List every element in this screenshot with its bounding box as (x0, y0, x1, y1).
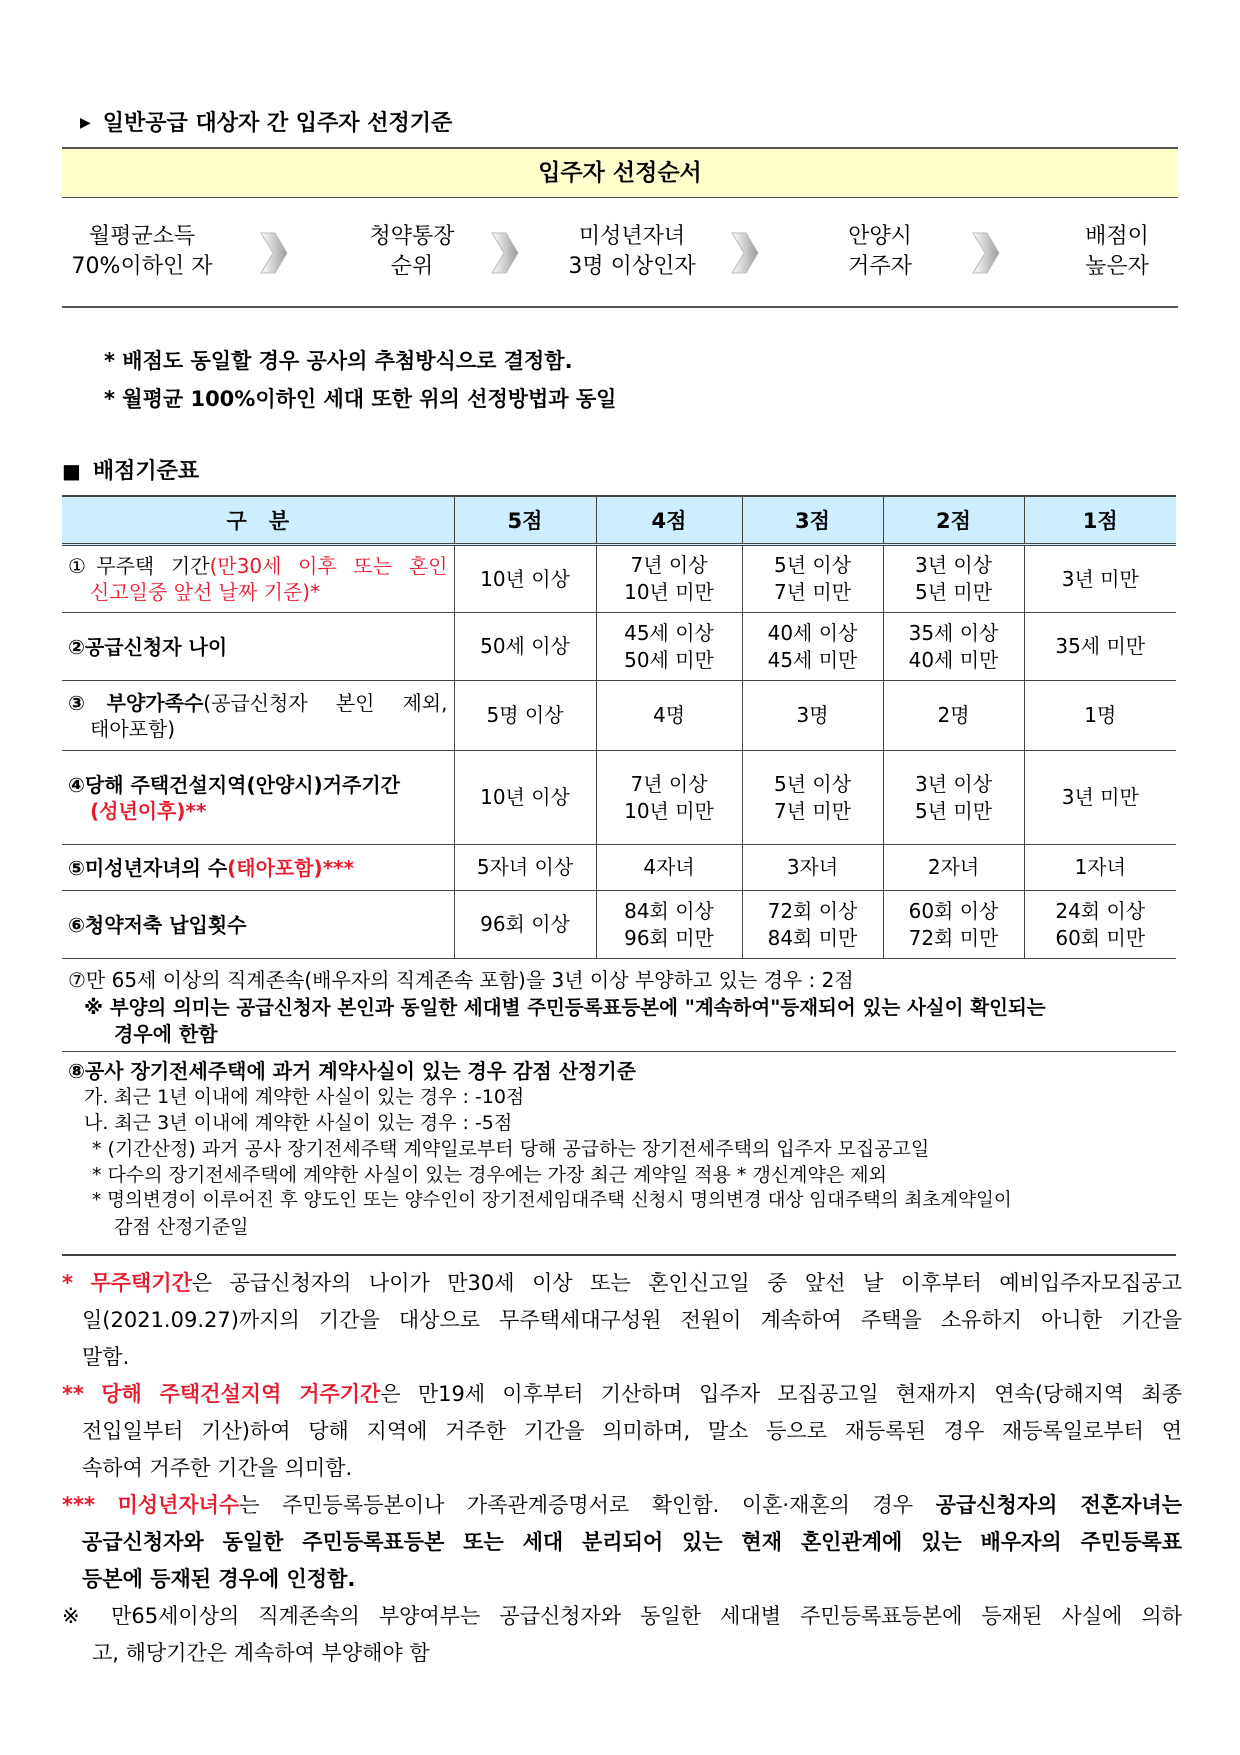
cell: 84회 이상 96회 미만 (596, 891, 742, 959)
cell: 3년 이상 5년 미만 (883, 545, 1024, 613)
cell: 35세 미만 (1024, 613, 1176, 681)
triangle-bullet-icon: ▶ (80, 115, 91, 131)
item8-deduction-criteria (62, 1058, 1176, 1256)
row-label-dependents: ③부양가족수(공급신청자 본인 제외, 태아포함) (62, 681, 454, 751)
cell: 10년 이상 (454, 751, 596, 845)
item8-title: ⑧공사 장기전세주택에 과거 계약사실이 있는 경우 감점 산정기준 (68, 1059, 636, 1083)
section-title-score-table: ■ 배점기준표 (62, 459, 200, 484)
table-header-row (62, 496, 1176, 545)
cell: 3년 이상 5년 미만 (883, 751, 1024, 845)
selection-order-box (62, 147, 1178, 308)
item8-note4: 감점 산정기준일 (114, 1216, 249, 1238)
section-title-selection-criteria: ▶ 일반공급 대상자 간 입주자 선정기준 (80, 111, 453, 136)
item8-note1: * (기간산정) 과거 공사 장기전세주택 계약일로부터 당해 공급하는 장기전세주택의 입주자 모집공고일 (92, 1138, 930, 1160)
header-1pt: 1점 (1024, 496, 1176, 545)
header-4pt: 4점 (596, 496, 742, 545)
cell: 5자녀 이상 (454, 845, 596, 891)
row-label-minor-children: ⑤미성년자녀의 수(태아포함)*** (62, 845, 454, 891)
cell: 50세 이상 (454, 613, 596, 681)
chevron-right-icon (259, 231, 289, 275)
cell: 3자녀 (742, 845, 883, 891)
table-row (62, 845, 1176, 891)
note-income-100: * 월평균 100%이하인 세대 또한 위의 선정방법과 동일 (104, 387, 617, 411)
cell: 72회 이상 84회 미만 (742, 891, 883, 959)
item8-b: 나. 최근 3년 이내에 계약한 사실이 있는 경우 : -5점 (84, 1112, 513, 1134)
note-tie-lottery: * 배점도 동일할 경우 공사의 추첨방식으로 결정함. (104, 349, 573, 373)
header-category: 구 분 (62, 496, 454, 545)
table-row (62, 613, 1176, 681)
square-bullet-icon: ■ (62, 459, 81, 483)
row-label-homeless-period: ①무주택 기간(만30세 이후 또는 혼인 신고일중 앞선 날짜 기준)* (62, 545, 454, 613)
row-label-residence-period: ④당해 주택건설지역(안양시)거주기간 (성년이후)** (62, 751, 454, 845)
cell: 7년 이상 10년 미만 (596, 751, 742, 845)
cell: 45세 이상 50세 미만 (596, 613, 742, 681)
table-row (62, 751, 1176, 845)
order-step-5: 배점이 높은자 (1085, 224, 1149, 279)
cell: 2자녀 (883, 845, 1024, 891)
chevron-right-icon (971, 231, 1001, 275)
item7-main: ⑦만 65세 이상의 직계존속(배우자의 직계존속 포함)을 3년 이상 부양하고 있는 경우 : 2점 (68, 968, 854, 992)
cell: 24회 이상 60회 미만 (1024, 891, 1176, 959)
footnote-residence-period: ** 당해 주택건설지역 거주기간은 만19세 이후부터 기산하며 입주자 모집공고일 현재까지 연속(당해지역 최종 전입일부터 기산)하여 당해 지역에 거주한 기간을 의미하며, 말소 등으로 재등록된 경우 재등록일로부터 연 속하여 거주한 기간을 의미함. (62, 1382, 1182, 1480)
item8-a: 가. 최근 1년 이내에 계약한 사실이 있는 경우 : -10점 (84, 1086, 525, 1108)
item7-elderly-support (62, 967, 1176, 1052)
footnote-elderly-support: ※ 만65세이상의 직계존속의 부양여부는 공급신청자와 동일한 세대별 주민등록표등본에 등재된 사실에 의하 고, 해당기간은 계속하여 부양해야 함 (62, 1604, 1182, 1665)
header-5pt: 5점 (454, 496, 596, 545)
cell: 3명 (742, 681, 883, 751)
cell: 7년 이상 10년 미만 (596, 545, 742, 613)
selection-order-header: 입주자 선정순서 (62, 147, 1178, 198)
order-step-2: 청약통장 순위 (369, 224, 455, 279)
cell: 5년 이상 7년 미만 (742, 751, 883, 845)
cell: 3년 미만 (1024, 751, 1176, 845)
selection-order-steps (62, 198, 1178, 308)
header-2pt: 2점 (883, 496, 1024, 545)
chevron-right-icon (730, 231, 760, 275)
item8-note3: * 명의변경이 이루어진 후 양도인 또는 양수인이 장기전세임대주택 신청시 명의변경 대상 임대주택의 최초계약일이 (92, 1190, 1012, 1211)
cell: 2명 (883, 681, 1024, 751)
cell: 3년 미만 (1024, 545, 1176, 613)
cell: 1명 (1024, 681, 1176, 751)
order-step-1: 월평균소득 70%이하인 자 (71, 224, 213, 279)
header-3pt: 3점 (742, 496, 883, 545)
cell: 10년 이상 (454, 545, 596, 613)
order-step-3: 미성년자녀 3명 이상인자 (568, 224, 696, 279)
item7-note: ※ 부양의 의미는 공급신청자 본인과 동일한 세대별 주민등록표등본에 "계속하여"등재되어 있는 사실이 확인되는 (84, 996, 1046, 1019)
cell: 5년 이상 7년 미만 (742, 545, 883, 613)
chevron-right-icon (490, 231, 520, 275)
item7-note-cont: 경우에 한함 (114, 1022, 218, 1046)
item8-note2: * 다수의 장기전세주택에 계약한 사실이 있는 경우에는 가장 최근 계약일 적용 * 갱신계약은 제외 (92, 1164, 887, 1186)
footnote-minor-children: *** 미성년자녀수는 주민등록등본이나 가족관계증명서로 확인함. 이혼·재혼의 경우 공급신청자의 전혼자녀는 공급신청자와 동일한 주민등록표등본 또는 세대 분리되어 있는 현재 혼인관계에 있는 배우자의 주민등록표 등본에 등재된 경우에 인정함. (62, 1493, 1182, 1591)
cell: 4자녀 (596, 845, 742, 891)
table-row (62, 681, 1176, 751)
table-row (62, 891, 1176, 959)
order-step-4: 안양시 거주자 (848, 224, 912, 279)
cell: 40세 이상 45세 미만 (742, 613, 883, 681)
cell: 1자녀 (1024, 845, 1176, 891)
cell: 96회 이상 (454, 891, 596, 959)
cell: 35세 이상 40세 미만 (883, 613, 1024, 681)
cell: 4명 (596, 681, 742, 751)
cell: 5명 이상 (454, 681, 596, 751)
footnote-homeless-period: * 무주택기간은 공급신청자의 나이가 만30세 이상 또는 혼인신고일 중 앞선 날 이후부터 예비입주자모집공고 일(2021.09.27)까지의 기간을 대상으로 무주택세대구성원 전원이 계속하여 주택을 소유하지 아니한 기간을 말함. (62, 1271, 1182, 1369)
table-row (62, 545, 1176, 613)
row-label-savings-payments: ⑥청약저축 납입횟수 (62, 891, 454, 959)
score-criteria-table (62, 495, 1176, 959)
row-label-applicant-age: ②공급신청자 나이 (62, 613, 454, 681)
cell: 60회 이상 72회 미만 (883, 891, 1024, 959)
